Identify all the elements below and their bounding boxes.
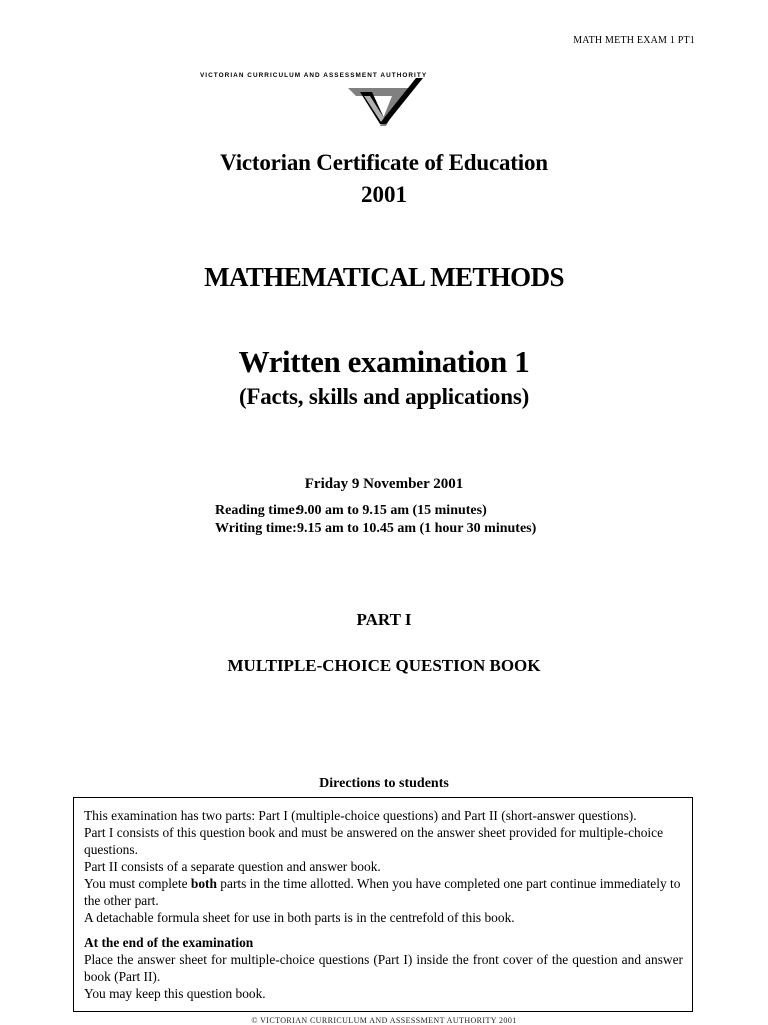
directions-text: You must complete bbox=[84, 876, 191, 891]
reading-time-row bbox=[215, 502, 536, 520]
reading-time-value: 9.00 am to 9.15 am (15 minutes) bbox=[297, 503, 487, 518]
exam-date: Friday 9 November 2001 bbox=[304, 476, 464, 492]
exam-title: Written examination 1 bbox=[238, 344, 530, 379]
vcaa-check-logo-icon bbox=[346, 78, 426, 128]
subject-title: MATHEMATICAL METHODS bbox=[204, 262, 564, 292]
directions-box bbox=[73, 797, 693, 1012]
logo-text: VICTORIAN CURRICULUM AND ASSESSMENT AUTHORITY bbox=[200, 72, 428, 79]
end-of-exam-heading: At the end of the examination bbox=[84, 935, 254, 950]
reading-time-label: Reading time: bbox=[215, 503, 300, 518]
book-title: MULTIPLE-CHOICE QUESTION BOOK bbox=[227, 656, 541, 675]
directions-heading: Directions to students bbox=[319, 776, 449, 791]
directions-emphasis: both bbox=[190, 876, 217, 891]
directions-line bbox=[84, 875, 683, 909]
vcaa-logo bbox=[200, 72, 430, 128]
exam-times bbox=[215, 502, 536, 538]
directions-line: Part I consists of this question book and must be answered on the answer sheet provided for multiple-choice questions. bbox=[84, 825, 664, 857]
certificate-year: 2001 bbox=[361, 182, 407, 207]
certificate-title: Victorian Certificate of Education bbox=[220, 150, 548, 175]
part-label: PART I bbox=[356, 610, 412, 629]
exam-code: MATH METH EXAM 1 PT1 bbox=[573, 35, 695, 46]
copyright-footer: © VICTORIAN CURRICULUM AND ASSESSMENT AUTHORITY 2001 bbox=[251, 1016, 517, 1025]
directions-text: parts in the time allotted. When you have completed one part continue immediately to the other part. bbox=[84, 876, 681, 908]
directions-line: Place the answer sheet for multiple-choice questions (Part I) inside the front cover of the question and answer book (Part II). bbox=[84, 952, 683, 984]
directions-line: A detachable formula sheet for use in both parts is in the centrefold of this book. bbox=[84, 910, 515, 925]
directions-line: This examination has two parts: Part I (multiple-choice questions) and Part II (short-answer questions). bbox=[84, 808, 637, 823]
directions-line: You may keep this question book. bbox=[84, 986, 266, 1001]
writing-time-label: Writing time: bbox=[215, 521, 297, 536]
writing-time-row bbox=[215, 520, 536, 538]
writing-time-value: 9.15 am to 10.45 am (1 hour 30 minutes) bbox=[297, 521, 537, 536]
exam-subtitle: (Facts, skills and applications) bbox=[238, 384, 530, 409]
directions-line: Part II consists of a separate question and answer book. bbox=[84, 859, 381, 874]
